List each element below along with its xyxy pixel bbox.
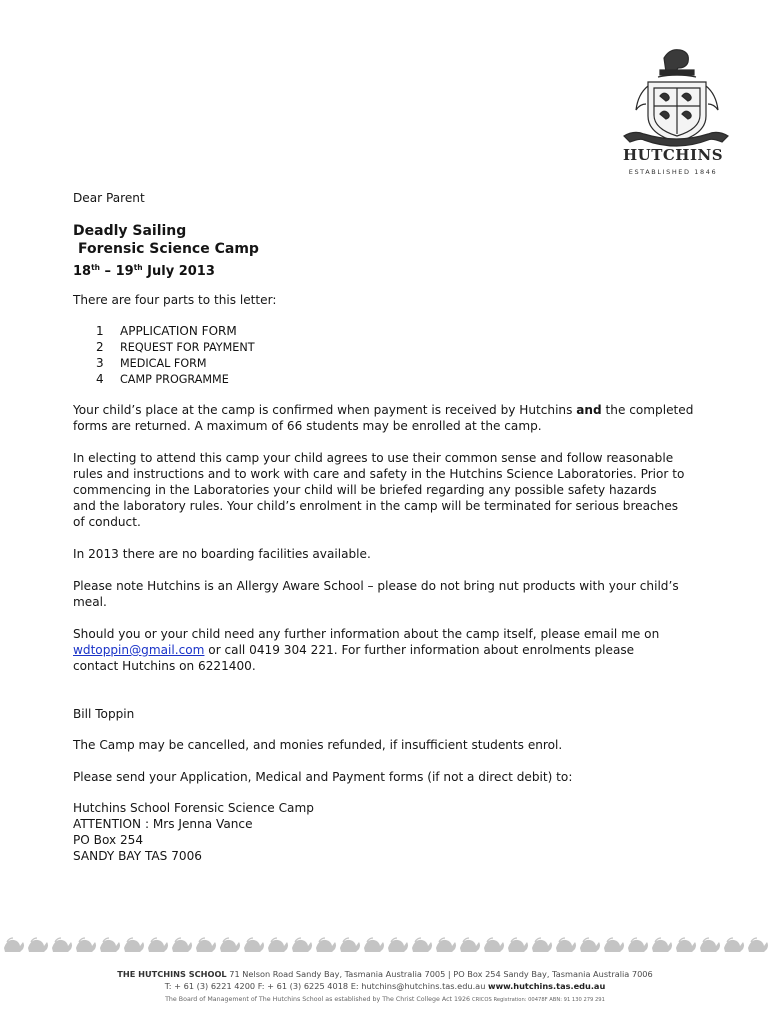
allergy-note-line: meal. [73, 595, 107, 609]
cancellation-note: The Camp may be cancelled, and monies refunded, if insufficient students enrol. [73, 738, 563, 752]
letter-title-line-1: Deadly Sailing [73, 223, 187, 239]
confirmation-paragraph-line-2: forms are returned. A maximum of 66 students may be enrolled at the camp. [73, 419, 542, 433]
conduct-paragraph-line: rules and instructions and to work with care and safety in the Hutchins Science Laboratories. Prior to [73, 467, 685, 481]
conduct-paragraph-line: and the laboratory rules. Your child’s enrolment in the camp will be terminated for serious breaches [73, 499, 679, 513]
boarding-note: In 2013 there are no boarding facilities available. [73, 547, 371, 561]
salutation: Dear Parent [73, 191, 145, 205]
contact-paragraph-line-2: wdtoppin@gmail.com or call 0419 304 221. For further information about enrolments please [73, 643, 635, 657]
list-item: 2 REQUEST FOR PAYMENT [96, 340, 255, 354]
confirmation-paragraph-line-1: Your child’s place at the camp is confirmed when payment is received by Hutchins and the completed [73, 403, 694, 417]
conduct-paragraph-line: of conduct. [73, 515, 141, 529]
parts-intro: There are four parts to this letter: [73, 293, 277, 307]
list-item: 1 APPLICATION FORM [96, 324, 237, 338]
footer-address: THE HUTCHINS SCHOOL 71 Nelson Road Sandy Bay, Tasmania Australia 7005 | PO Box 254 Sandy Bay, Tasmania Australia 7006 [117, 969, 653, 979]
letter-title-line-2: Forensic Science Camp [78, 241, 259, 257]
footer-board-note: The Board of Management of The Hutchins School as established by The Christ College Act 1926 CRICOS Registration: 00478F ABN: 91 130 279 291 [165, 996, 605, 1003]
footer-contact: T: + 61 (3) 6221 4200 F: + 61 (3) 6225 4018 E: hutchins@hutchins.tas.edu.au www.hutchins.tas.edu.au [164, 981, 606, 991]
address-line: SANDY BAY TAS 7006 [73, 849, 202, 863]
established-tagline: ESTABLISHED 1846 [628, 168, 718, 176]
conduct-paragraph-line: In electing to attend this camp your child agrees to use their common sense and follow reasonable [73, 451, 674, 465]
contact-paragraph-line-3: contact Hutchins on 6221400. [73, 659, 256, 673]
signature: Bill Toppin [73, 707, 135, 721]
allergy-note-line: Please note Hutchins is an Allergy Aware School – please do not bring nut products with your child’s [73, 579, 679, 593]
send-forms-note: Please send your Application, Medical and Payment forms (if not a direct debit) to: [73, 770, 573, 784]
conduct-paragraph-line: commencing in the Laboratories your child will be briefed regarding any possible safety hazards [73, 483, 657, 497]
school-name-wordmark: HUTCHINS [622, 146, 724, 164]
contact-paragraph-line-1: Should you or your child need any further information about the camp itself, please email me on [73, 627, 660, 641]
website-link[interactable]: www.hutchins.tas.edu.au [488, 981, 606, 991]
list-item: 3 MEDICAL FORM [96, 356, 207, 370]
camp-date: 18th – 19th July 2013 [73, 263, 215, 279]
parts-list [96, 323, 255, 387]
address-line: ATTENTION : Mrs Jenna Vance [73, 817, 253, 831]
list-item: 4 CAMP PROGRAMME [96, 372, 229, 386]
school-crest-logo [614, 44, 738, 154]
address-line: Hutchins School Forensic Science Camp [73, 801, 314, 815]
decorative-lion-pattern-band [0, 933, 770, 955]
email-link[interactable]: wdtoppin@gmail.com [73, 643, 205, 657]
address-line: PO Box 254 [73, 833, 144, 847]
